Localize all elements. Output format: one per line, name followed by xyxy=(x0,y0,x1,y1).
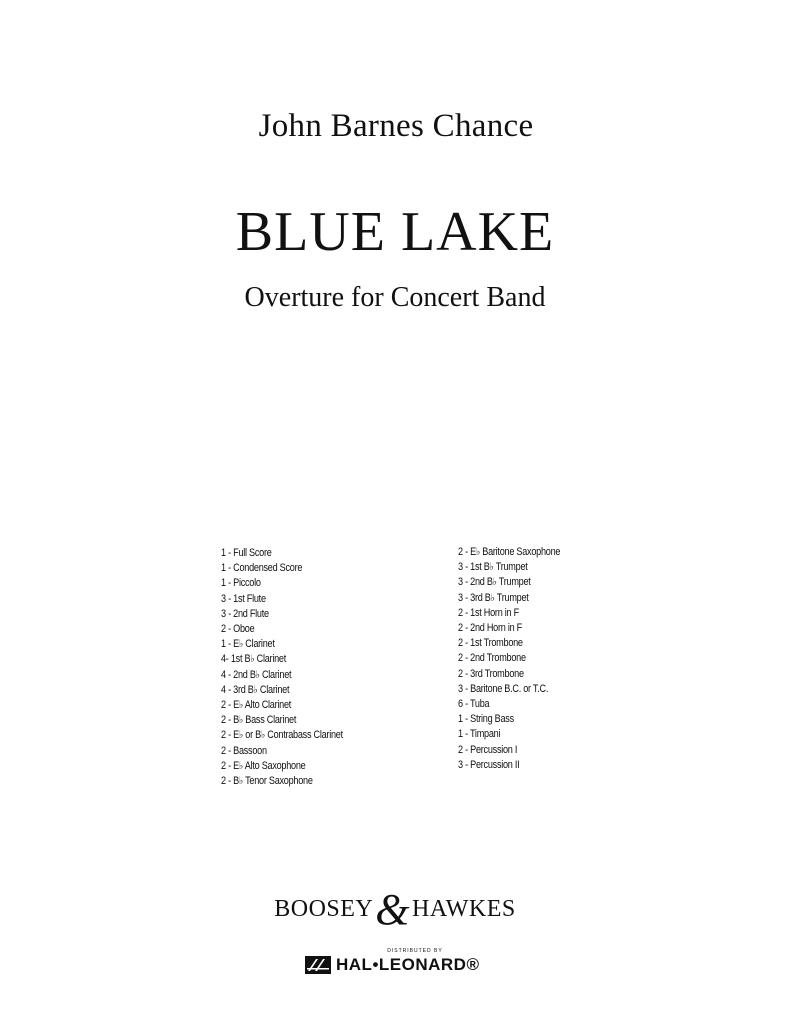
instrument-part-row: 1 - Full Score xyxy=(221,547,272,559)
instrument-part-row: 2 - Oboe xyxy=(221,623,255,636)
instrument-part-row: 3 - 3rd B♭ Trumpet xyxy=(458,591,529,604)
instrument-part-row: 2 - 1st Trombone xyxy=(458,637,523,650)
instrument-part-row: 3 - 1st B♭ Trumpet xyxy=(458,561,528,574)
instrument-part-row: 3 - Percussion II xyxy=(458,758,520,771)
instrument-part-row: 4 - 3rd B♭ Clarinet xyxy=(221,683,290,696)
instrument-part-row: 2 - E♭ or B♭ Contrabass Clarinet xyxy=(221,729,343,742)
instrument-part-row: 3 - Baritone B.C. or T.C. xyxy=(458,682,549,695)
instrument-part-row: 2 - 3rd Trombone xyxy=(458,667,524,680)
instrumentation-list-right xyxy=(458,545,560,773)
instrument-part-row: 2 - E♭ Baritone Saxophone xyxy=(458,546,561,558)
composer-name: John Barnes Chance xyxy=(258,108,534,144)
instrument-part-row: 3 - 2nd B♭ Trumpet xyxy=(458,576,531,589)
publisher-logo xyxy=(0,885,790,934)
instrument-part-row: 1 - Condensed Score xyxy=(221,562,303,575)
instrument-part-row: 2 - B♭ Bass Clarinet xyxy=(221,714,297,727)
instrument-part-row: 2 - E♭ Alto Clarinet xyxy=(221,699,292,712)
publisher-ampersand: & xyxy=(375,885,410,934)
hal-leonard-logo-icon xyxy=(305,956,331,974)
distributed-by-label: DISTRIBUTED BY xyxy=(387,948,443,954)
distributor-name: HAL•LEONARD® xyxy=(336,955,480,974)
publisher-name-left: BOOSEY xyxy=(274,896,374,922)
instrument-part-row: 3 - 2nd Flute xyxy=(221,607,269,620)
instrument-part-row: 2 - B♭ Tenor Saxophone xyxy=(221,775,313,788)
instrument-part-row: 3 - 1st Flute xyxy=(221,592,266,605)
piece-subtitle: Overture for Concert Band xyxy=(244,282,546,313)
instrument-part-row: 4- 1st B♭ Clarinet xyxy=(221,653,286,666)
instrument-part-row: 2 - Bassoon xyxy=(221,744,267,757)
instrument-part-row: 2 - 2nd Trombone xyxy=(458,652,526,665)
piece-title: BLUE LAKE xyxy=(235,201,555,263)
instrument-part-row: 6 - Tuba xyxy=(458,698,490,711)
instrument-part-row: 1 - String Bass xyxy=(458,713,514,726)
instrument-part-row: 2 - Percussion I xyxy=(458,743,518,756)
instrument-part-row: 4 - 2nd B♭ Clarinet xyxy=(221,668,292,681)
instrument-part-row: 2 - E♭ Alto Saxophone xyxy=(221,759,306,772)
instrument-part-row: 2 - 2nd Horn in F xyxy=(458,622,522,635)
instrument-part-row: 1 - Piccolo xyxy=(221,577,261,590)
instrumentation-list-left xyxy=(221,546,343,789)
publisher-name-right: HAWKES xyxy=(412,896,516,922)
instrument-part-row: 1 - Timpani xyxy=(458,728,501,741)
instrument-part-row: 2 - 1st Horn in F xyxy=(458,606,519,619)
instrument-part-row: 1 - E♭ Clarinet xyxy=(221,638,275,651)
